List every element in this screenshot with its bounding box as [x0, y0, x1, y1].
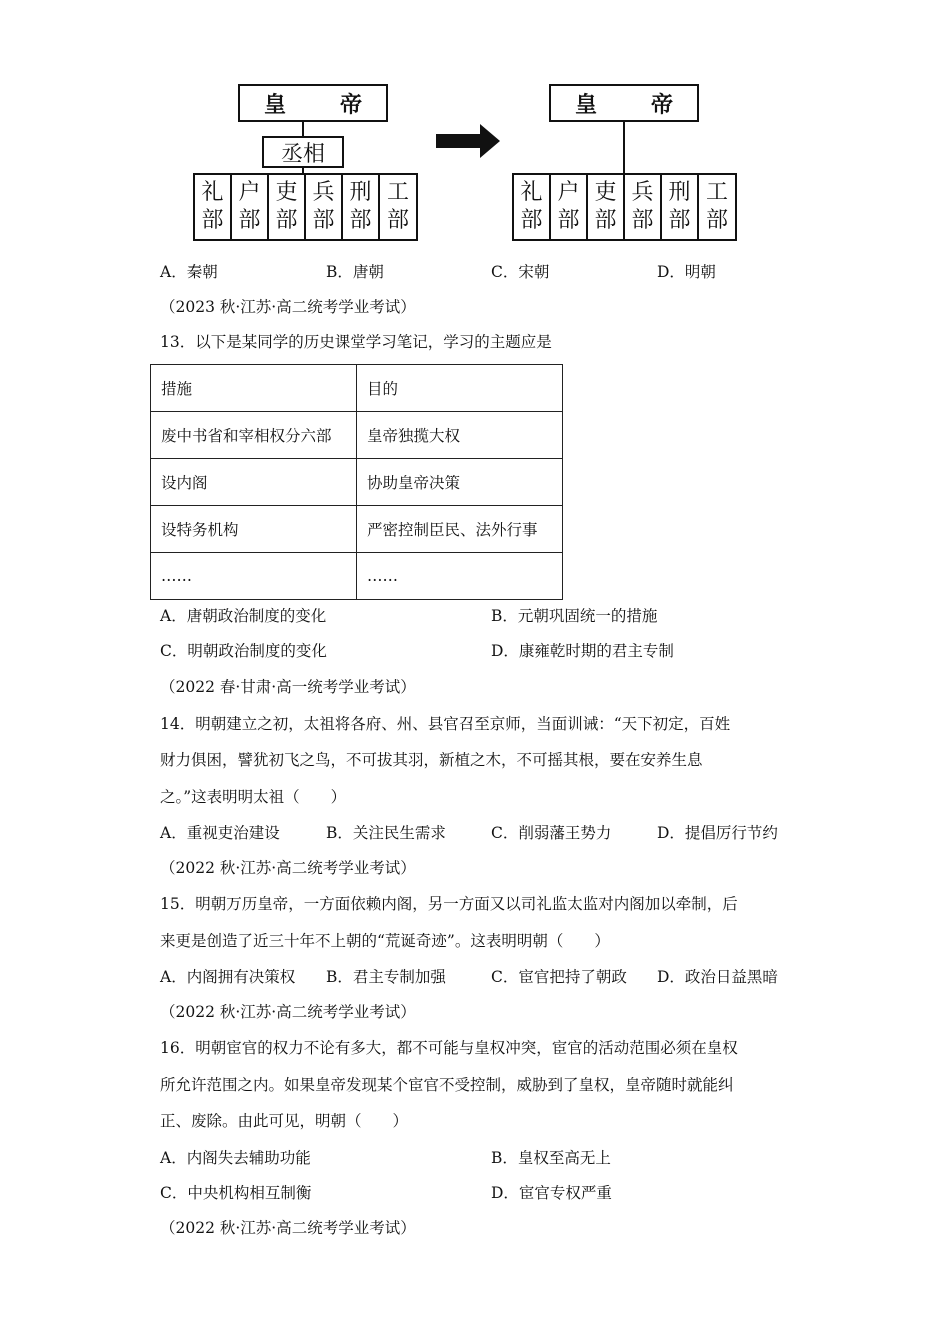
q12-option-b[interactable]: B．唐朝 — [326, 263, 384, 281]
dept-hu: 户 部 — [549, 175, 586, 239]
table-row — [151, 553, 563, 600]
q16-source: （2022 秋·江苏·高二统考学业考试） — [160, 1003, 416, 1021]
q15-option-c[interactable]: C．宦官把持了朝政 — [491, 968, 627, 986]
connector-line — [623, 122, 625, 174]
q13-option-b[interactable]: B．元朝巩固统一的措施 — [491, 607, 658, 625]
q16-option-c[interactable]: C．中央机构相互制衡 — [160, 1184, 312, 1202]
q14-stem-line-2: 财力俱困，譬犹初飞之鸟，不可拔其羽，新植之木，不可摇其根，要在安养生息 — [160, 751, 703, 769]
q15-stem-line-2: 来更是创造了近三十年不上朝的“荒诞奇迹”。这表明明朝（ ） — [160, 932, 610, 950]
q12-option-d[interactable]: D．明朝 — [657, 263, 716, 281]
emperor-box-left — [238, 84, 388, 122]
q16-option-d[interactable]: D．宦官专权严重 — [491, 1184, 612, 1202]
dept-li-personnel: 吏 部 — [586, 175, 623, 239]
dept-xing: 刑 部 — [660, 175, 697, 239]
table-cell: …… — [151, 553, 357, 600]
connector-line — [302, 122, 304, 136]
q17-source: （2022 秋·江苏·高二统考学业考试） — [160, 1219, 416, 1237]
q15-source: （2022 秋·江苏·高二统考学业考试） — [160, 859, 416, 877]
table-cell: …… — [357, 553, 563, 600]
dept-xing: 刑 部 — [341, 175, 378, 239]
dept-li: 礼 部 — [512, 175, 549, 239]
dept-gong: 工 部 — [378, 175, 416, 239]
table-cell: 设内阁 — [151, 459, 357, 506]
q14-stem-line-1: 14．明朝建立之初，太祖将各府、州、县官召至京师，当面训诫：“天下初定，百姓 — [160, 715, 731, 733]
q13-option-d[interactable]: D．康雍乾时期的君主专制 — [491, 642, 674, 660]
q15-option-b[interactable]: B．君主专制加强 — [326, 968, 446, 986]
table-row — [151, 412, 563, 459]
table-row — [151, 459, 563, 506]
table-cell: 设特务机构 — [151, 506, 357, 553]
emperor-char-2: 帝 — [339, 92, 362, 118]
table-header-measure: 措施 — [151, 365, 357, 412]
q16-stem-line-1: 16．明朝宦官的权力不论有多大，都不可能与皇权冲突，宦官的活动范围必须在皇权 — [160, 1039, 738, 1057]
q14-stem-line-3: 之。”这表明明太祖（ ） — [160, 788, 347, 806]
q14-option-b[interactable]: B．关注民生需求 — [326, 824, 446, 842]
q16-option-b[interactable]: B．皇权至高无上 — [491, 1149, 611, 1167]
right-arrow-icon — [436, 124, 502, 158]
dept-li-personnel: 吏 部 — [267, 175, 304, 239]
q16-stem-line-3: 正、废除。由此可见，明朝（ ） — [160, 1112, 409, 1130]
q14-option-d[interactable]: D．提倡厉行节约 — [657, 824, 778, 842]
emperor-char-2: 帝 — [650, 92, 673, 118]
dept-bing: 兵 部 — [623, 175, 660, 239]
q13-stem: 13．以下是某同学的历史课堂学习笔记，学习的主题应是 — [160, 333, 552, 351]
emperor-box-right — [549, 84, 699, 122]
emperor-char-1: 皇 — [575, 92, 598, 118]
q16-option-a[interactable]: A．内阁失去辅助功能 — [160, 1149, 311, 1167]
q12-option-a[interactable]: A．秦朝 — [160, 263, 218, 281]
q16-stem-line-2: 所允许范围之内。如果皇帝发现某个宦官不受控制，威胁到了皇权，皇帝随时就能纠 — [160, 1076, 734, 1094]
dept-hu: 户 部 — [230, 175, 267, 239]
table-row — [151, 506, 563, 553]
q13-source: （2023 秋·江苏·高二统考学业考试） — [160, 298, 416, 316]
chancellor-box — [262, 136, 344, 168]
departments-box-right — [512, 173, 737, 241]
departments-box-left — [193, 173, 418, 241]
dept-bing: 兵 部 — [304, 175, 341, 239]
study-notes-table — [150, 364, 563, 600]
table-cell: 皇帝独揽大权 — [357, 412, 563, 459]
q14-source: （2022 春·甘肃·高一统考学业考试） — [160, 678, 416, 696]
q15-option-d[interactable]: D．政治日益黑暗 — [657, 968, 778, 986]
table-cell: 废中书省和宰相权分六部 — [151, 412, 357, 459]
table-row — [151, 365, 563, 412]
q13-option-a[interactable]: A．唐朝政治制度的变化 — [160, 607, 327, 625]
chancellor-label: 丞相 — [280, 141, 325, 167]
q13-option-c[interactable]: C．明朝政治制度的变化 — [160, 642, 327, 660]
q12-option-c[interactable]: C．宋朝 — [491, 263, 550, 281]
emperor-char-1: 皇 — [264, 92, 287, 118]
dept-li: 礼 部 — [193, 175, 230, 239]
q14-option-a[interactable]: A．重视吏治建设 — [160, 824, 280, 842]
q15-option-a[interactable]: A．内阁拥有决策权 — [160, 968, 296, 986]
q15-stem-line-1: 15．明朝万历皇帝，一方面依赖内阁，另一方面又以司礼监太监对内阁加以牵制，后 — [160, 895, 738, 913]
table-header-purpose: 目的 — [357, 365, 563, 412]
q14-option-c[interactable]: C．削弱藩王势力 — [491, 824, 612, 842]
table-cell: 严密控制臣民、法外行事 — [357, 506, 563, 553]
dept-gong: 工 部 — [697, 175, 735, 239]
table-cell: 协助皇帝决策 — [357, 459, 563, 506]
